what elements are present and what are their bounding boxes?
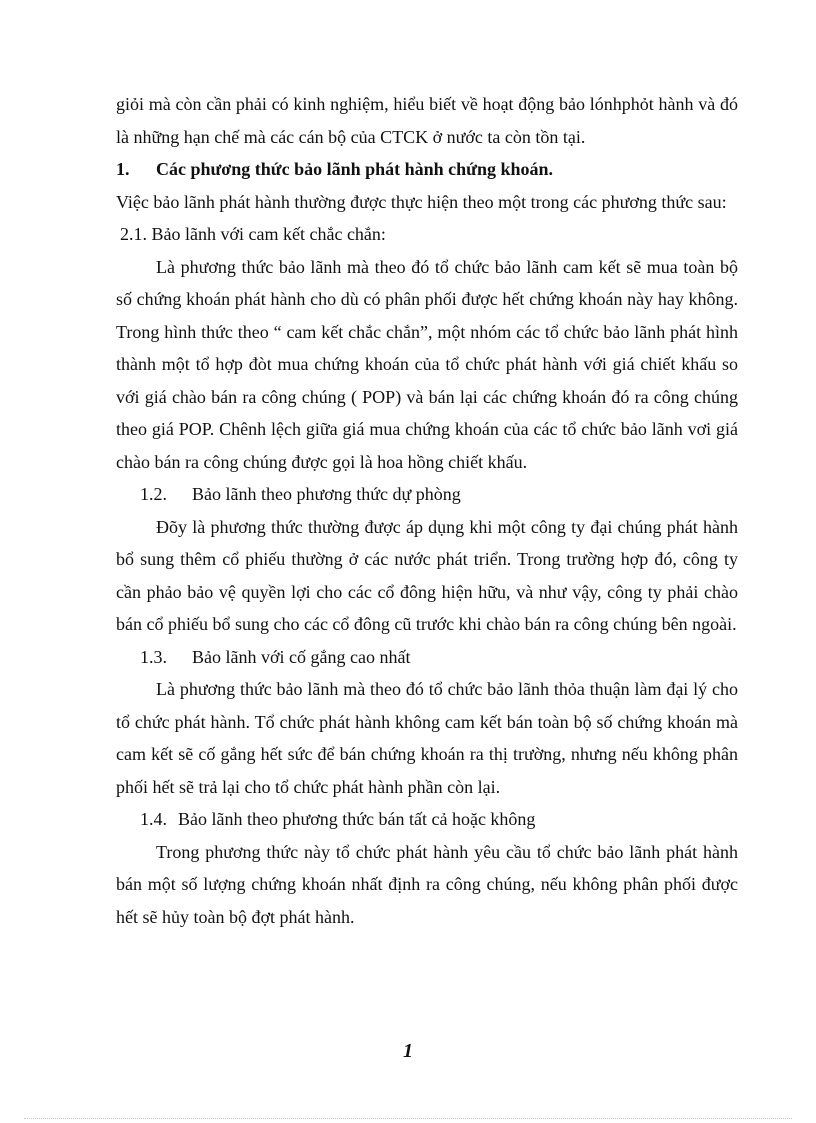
page-number: 1 (403, 1040, 413, 1062)
document-page (116, 88, 738, 933)
subsection-heading-1-2 (116, 478, 738, 511)
subsection-body-1-3: Là phương thức bảo lãnh mà theo đó tổ chức bảo lãnh thỏa thuận làm đại lý cho tổ chức phát hành. Tổ chức phát hành không cam kết bán toàn bộ số chứng khoán mà cam kết sẽ cố gắng hết sức để bán chứng khoán ra thị trường, nhưng nếu không phân phối hết sẽ trả lại cho tổ chức phát hành phần còn lại. (116, 679, 738, 797)
subsection-body-2-1: Là phương thức bảo lãnh mà theo đó tổ chức bảo lãnh cam kết sẽ mua toàn bộ số chứng khoán phát hành cho dù có phân phối được hết chứng khoán này hay không. Trong hình thức theo “ cam kết chắc chắn”, một nhóm các tổ chức bảo lãnh phát hình thành một tổ hợp đòt mua chứng khoán của tổ chức phát hành với giá chiết khấu so với giá chào bán ra công chúng ( POP) và bán lại các chứng khoán đó ra công chúng theo giá POP. Chênh lệch giữa giá mua chứng khoán của các tổ chức bảo lãnh vơi giá chào bán ra công chúng được gọi là hoa hồng chiết khấu. (116, 256, 738, 472)
subsection-number: 1.4. (140, 809, 167, 829)
subsection-title: Bảo lãnh theo phương thức dự phòng (192, 484, 461, 504)
subsection-heading-1-3 (116, 641, 738, 674)
subsection-heading-2-1: 2.1. Bảo lãnh với cam kết chắc chắn: (120, 224, 386, 244)
subsection-title: Bảo lãnh theo phương thức bán tất cả hoặc không (178, 809, 536, 829)
subsection-body-1-2: Đõy là phương thức thường được áp dụng khi một công ty đại chúng phát hành bổ sung thêm cổ phiếu thường ở các nước phát triển. Trong trường hợp đó, công ty cần phảo bảo vệ quyền lợi cho các cổ đông hiện hữu, và như vậy, công ty phải chào bán cổ phiếu bổ sung cho các cổ đông cũ trước khi chào bán ra công chúng bên ngoài. (116, 516, 738, 634)
section-title: Các phương thức bảo lãnh phát hành chứng khoán. (156, 159, 554, 179)
subsection-number: 1.2. (140, 484, 167, 504)
section-number: 1. (116, 159, 130, 179)
intro-paragraph: giỏi mà còn cần phải có kinh nghiệm, hiểu biết về hoạt động bảo lónhphỏt hành và đó là những hạn chế mà các cán bộ của CTCK ở nước ta còn tồn tại. (116, 94, 738, 147)
footer-divider (24, 1118, 792, 1119)
section-heading (116, 153, 738, 186)
subsection-heading-1-4 (116, 803, 738, 836)
subsection-body-1-4: Trong phương thức này tổ chức phát hành yêu cầu tổ chức bảo lãnh phát hành bán một số lượng chứng khoán nhất định ra công chúng, nếu không phân phối được hết sẽ hủy toàn bộ đợt phát hành. (116, 841, 738, 927)
section-intro-paragraph: Việc bảo lãnh phát hành thường được thực hiện theo một trong các phương thức sau: (116, 191, 727, 212)
subsection-title: Bảo lãnh với cố gắng cao nhất (192, 646, 411, 667)
subsection-number: 1.3. (140, 646, 167, 667)
